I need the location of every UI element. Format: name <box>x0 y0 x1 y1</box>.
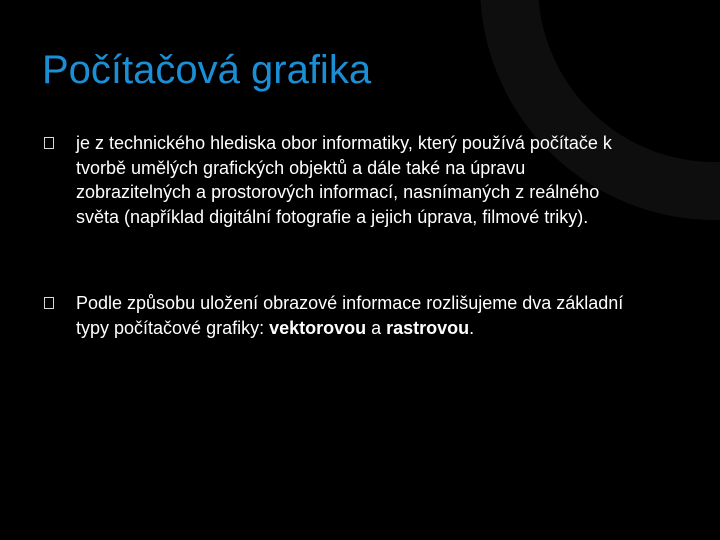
bold-term-vector: vektorovou <box>269 317 367 338</box>
square-bullet-icon <box>44 297 54 309</box>
bullet-item-types <box>44 291 624 340</box>
bullet-text-connector: a <box>366 317 387 338</box>
square-bullet-icon <box>44 137 54 149</box>
bullet-item-definition <box>44 131 624 229</box>
bullet-text: je z technického hlediska obor informatiky, který používá počítače k tvorbě umělých grafických objektů a dále také na úpravu zobrazitelných a prostorových informací, nasnímaných z reálného světa (například digitální fotografie a jejich úprava, filmové triky). <box>76 133 612 227</box>
bold-term-raster: rastrovou <box>386 317 470 338</box>
bullet-text: Podle způsobu uložení obrazové informace rozlišujeme dva základní typy počítačové grafiky: <box>76 293 624 338</box>
slide-title: Počítačová grafika <box>42 48 372 92</box>
bullet-list <box>44 131 624 341</box>
bullet-text-end: . <box>469 317 475 338</box>
